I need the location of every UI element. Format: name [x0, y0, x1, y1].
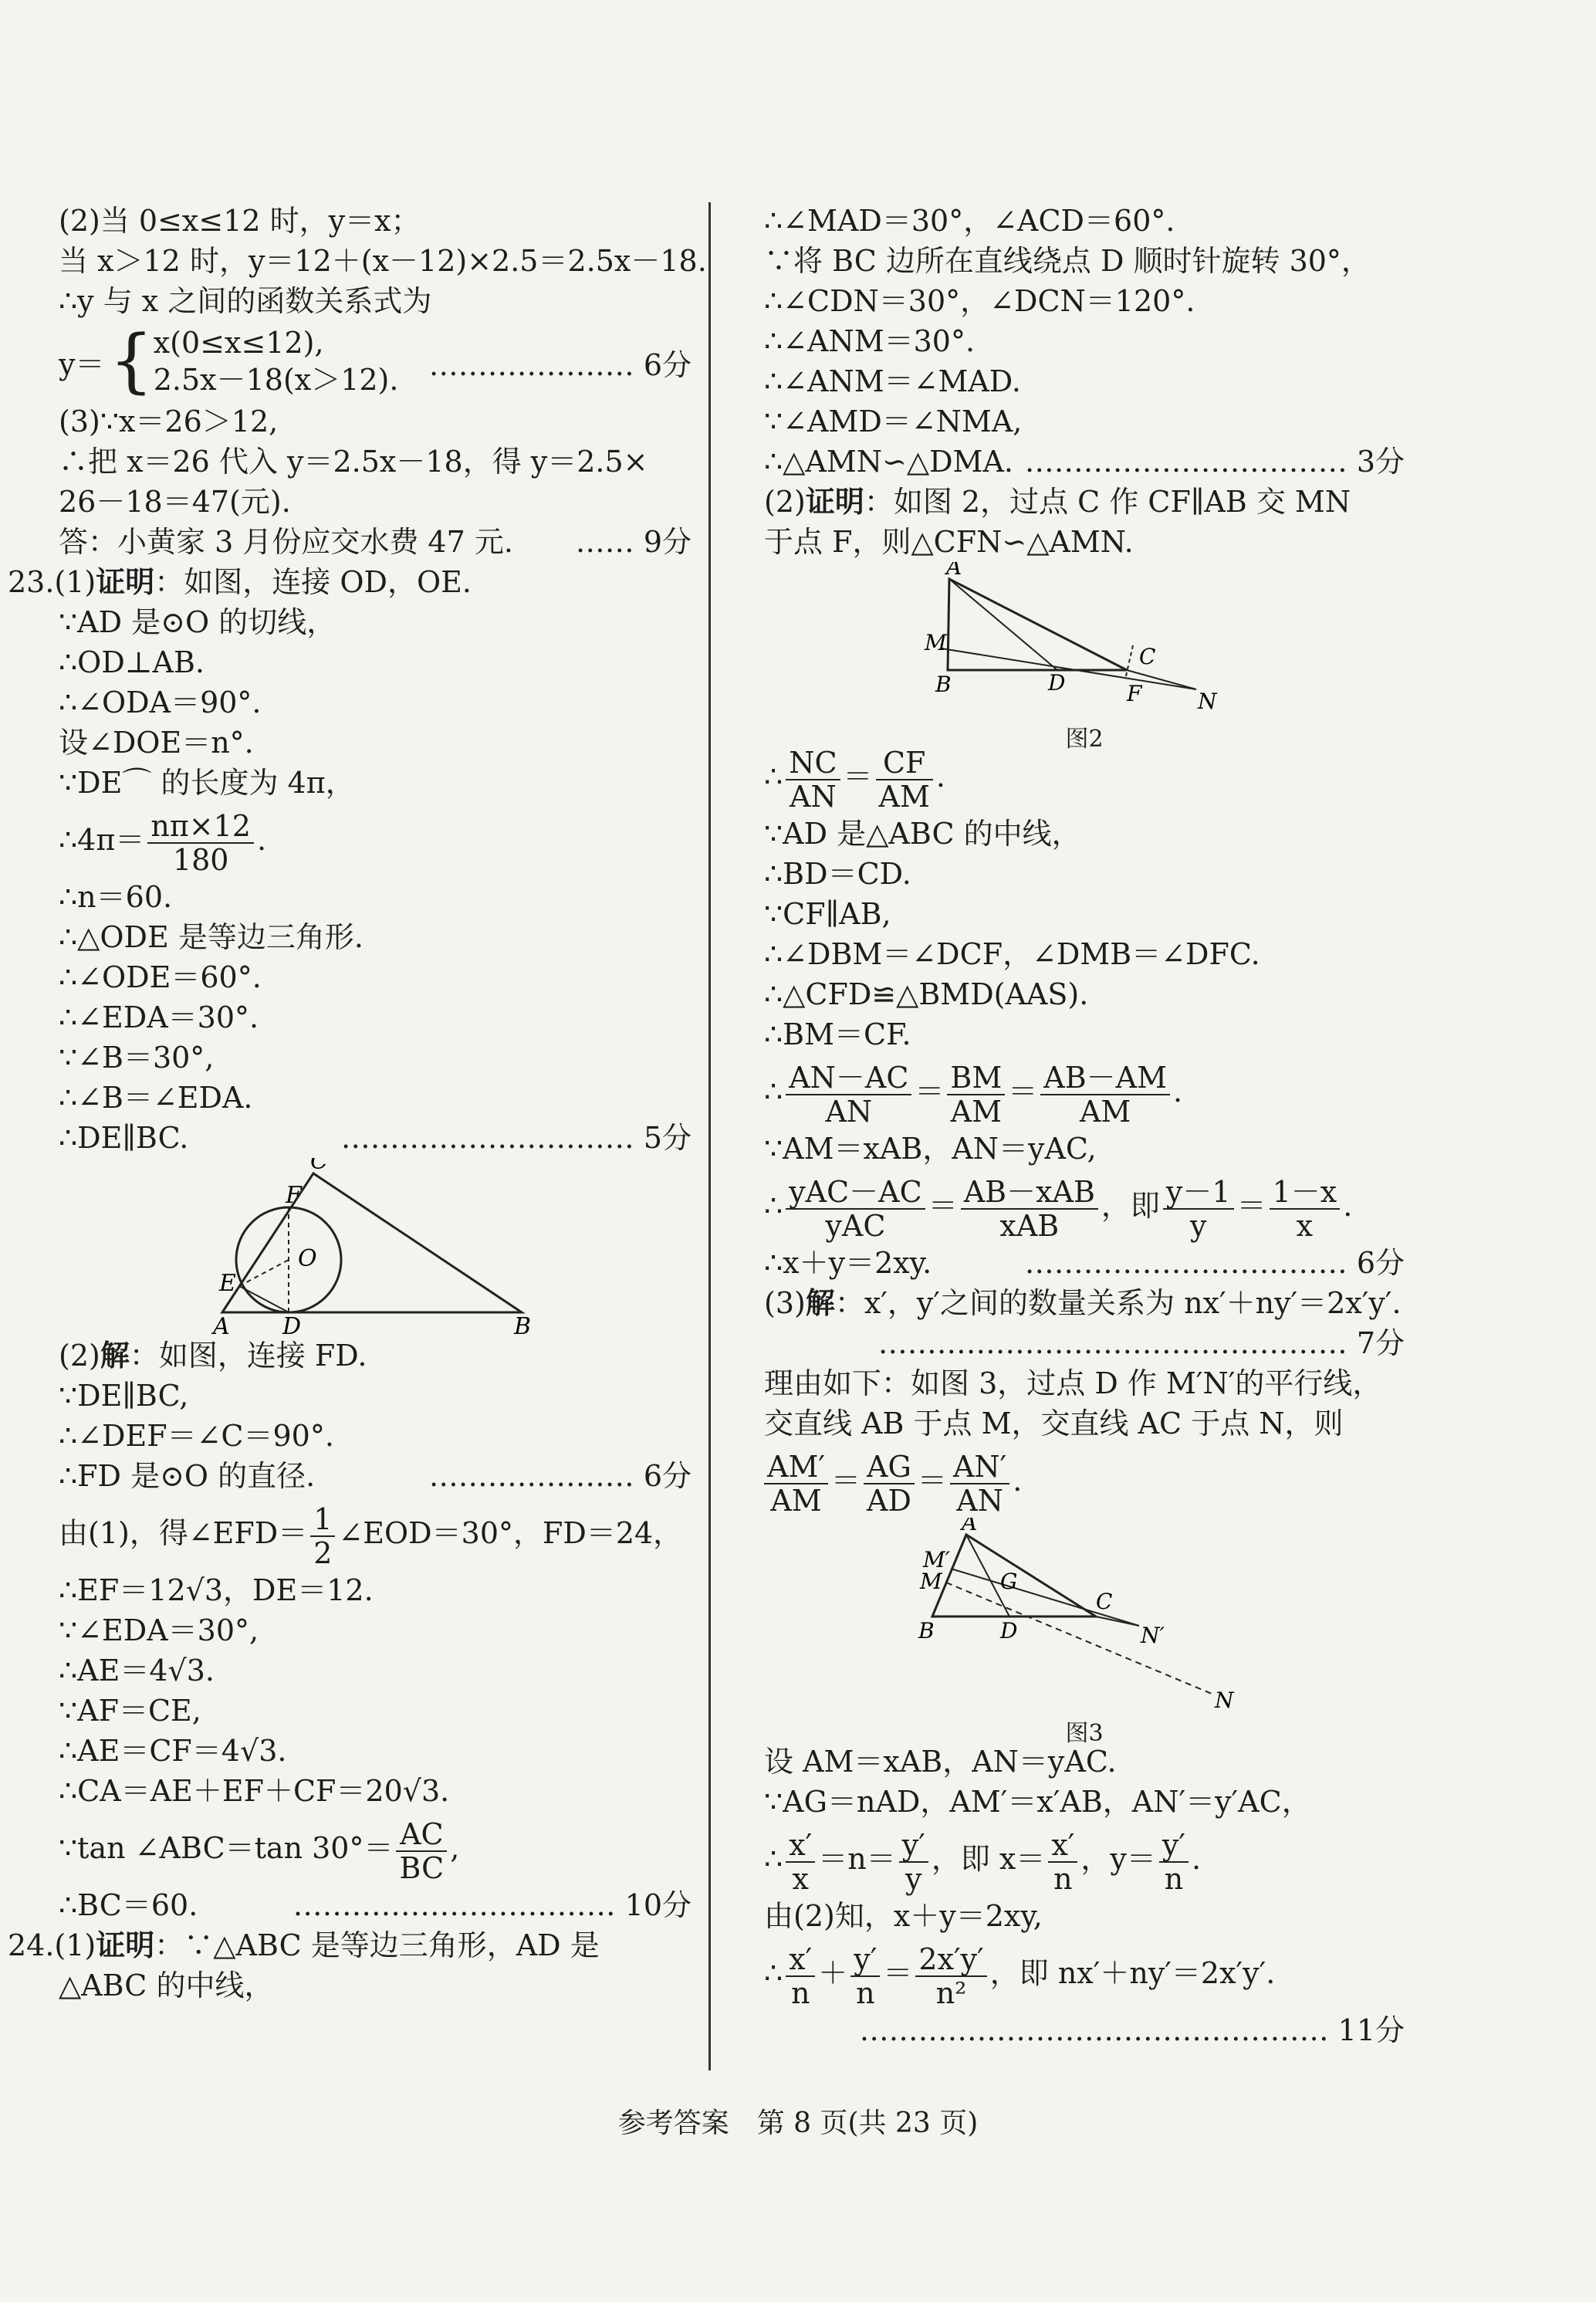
denominator: n² — [935, 1975, 967, 2010]
fraction-line — [764, 1444, 1405, 1518]
text: (3) — [764, 1286, 806, 1320]
label-m: M — [920, 1569, 942, 1594]
numerator: y′ — [1159, 1829, 1189, 1863]
numerator: x′ — [1048, 1829, 1077, 1863]
right-column — [764, 201, 1405, 2050]
label-n-prime: N′ — [1141, 1623, 1165, 1648]
label-d: D — [282, 1313, 302, 1335]
text-line — [59, 1456, 691, 1496]
denominator: n — [1164, 1861, 1184, 1896]
case-2: 2.5x－18(x＞12). — [153, 363, 399, 397]
text-line: ∵AM＝xAB，AN＝yAC, — [764, 1132, 1097, 1166]
label-c: C — [310, 1158, 328, 1175]
denominator: AM — [1079, 1094, 1131, 1129]
denominator: n — [1053, 1861, 1073, 1896]
fraction — [915, 1943, 986, 2009]
text-line: ∴AE＝CF＝4√3. — [59, 1734, 287, 1768]
numerator: x′ — [786, 1829, 815, 1863]
label-e: E — [219, 1270, 236, 1297]
fraction — [950, 1451, 1009, 1517]
numerator: 2x′y′ — [915, 1943, 986, 1977]
text-line: ∵CF∥AB, — [764, 897, 891, 931]
text-line: 设∠DOE＝n°. — [59, 726, 254, 760]
text: ：如图，连接 FD. — [129, 1339, 367, 1373]
line-mn — [946, 1583, 1212, 1694]
score: ………………………… 5分 — [340, 1121, 691, 1155]
denominator: n — [790, 1975, 810, 2010]
label-c: C — [1096, 1589, 1113, 1614]
denominator: 180 — [172, 842, 229, 877]
denominator: xAB — [999, 1208, 1060, 1243]
text-line — [764, 482, 1405, 522]
proof-label: 证明 — [805, 484, 864, 519]
equals: ＝ — [1236, 1189, 1266, 1223]
fraction — [899, 1829, 928, 1895]
equals: ＝ — [915, 1075, 945, 1109]
label-o: O — [298, 1245, 317, 1272]
text-line — [764, 1323, 1405, 1363]
denominator: AN — [790, 779, 837, 814]
numerator: BM — [947, 1061, 1005, 1095]
text: ＝n＝ — [818, 1842, 896, 1876]
text-line: ∴△CFD≌△BMD(AAS). — [764, 977, 1089, 1011]
text: ∴x＋y＝2xy. — [764, 1246, 932, 1280]
text-line: ∴∠ANM＝30°. — [764, 324, 976, 358]
text-line: ∴∠MAD＝30°，∠ACD＝60°. — [764, 204, 1175, 238]
label-m-prime: M′ — [923, 1547, 951, 1572]
segment-de — [239, 1286, 289, 1312]
text-line: ∴∠DEF＝∠C＝90°. — [59, 1419, 334, 1453]
label-b: B — [918, 1618, 935, 1644]
label-b: B — [514, 1313, 532, 1335]
numerator: AN－AC — [786, 1061, 911, 1095]
score: …………………………… 10分 — [292, 1888, 691, 1922]
fraction-line — [59, 803, 691, 877]
text: ：x′，y′之间的数量关系为 nx′＋ny′＝2x′y′. — [834, 1286, 1402, 1320]
left-column — [8, 201, 707, 2006]
text-line: ∴CA＝AE＋EF＋CF＝20√3. — [59, 1774, 450, 1808]
question-number: 24.(1) — [8, 1928, 96, 1962]
text: ，即 — [1101, 1189, 1160, 1223]
equals: ＝ — [917, 1464, 947, 1498]
text-line: ∵将 BC 边所在直线绕点 D 顺时针旋转 30°， — [764, 244, 1371, 278]
text-line: ∴BD＝CD. — [764, 857, 911, 891]
fraction — [786, 1943, 815, 2009]
text-line: ∴n＝60. — [59, 880, 173, 914]
text-line — [764, 1283, 1405, 1323]
text-line: ∵∠AMD＝∠NMA, — [764, 405, 1023, 438]
figure-2-caption: 图2 — [1065, 726, 1104, 753]
text-line: ∴∠EDA＝30°. — [59, 1000, 259, 1034]
label-f: F — [1127, 681, 1142, 706]
numerator: y′ — [850, 1943, 880, 1977]
text: ，y＝ — [1080, 1842, 1156, 1876]
text-line — [59, 1118, 691, 1158]
text: ：如图 2，过点 C 作 CF∥AB 交 MN — [864, 485, 1351, 519]
fraction — [1163, 1176, 1234, 1242]
equals: ＝ — [928, 1189, 958, 1223]
label-d: D — [1000, 1618, 1018, 1644]
label-n: N — [1198, 689, 1217, 714]
text-line: ∴△ODE 是等边三角形. — [59, 920, 363, 954]
figure-2-drawing — [764, 562, 1405, 716]
text-line — [59, 1335, 691, 1376]
fraction — [947, 1061, 1005, 1128]
numerator: CF — [876, 746, 933, 780]
text: ∴ — [764, 1956, 783, 1990]
proof-label: 证明 — [96, 564, 155, 599]
text-line: ∵DE∥BC, — [59, 1379, 189, 1413]
text-line: 由(2)知，x＋y＝2xy, — [764, 1899, 1043, 1933]
score: ………………… 6分 — [428, 1459, 691, 1493]
denominator: AN — [825, 1094, 873, 1129]
fraction — [1270, 1176, 1341, 1242]
numerator: 1 — [310, 1503, 335, 1537]
text-line — [764, 1243, 1405, 1283]
text: ，即 x＝ — [931, 1842, 1046, 1876]
fraction — [961, 1176, 1098, 1242]
text-line — [59, 1885, 691, 1925]
text: ∴ — [764, 1189, 783, 1223]
text: ，即 nx′＋ny′＝2x′y′. — [989, 1956, 1276, 1990]
answer-text: 答：小黄家 3 月份应交水费 47 元. — [59, 525, 513, 559]
fraction — [310, 1503, 335, 1569]
text: ∴DE∥BC. — [59, 1121, 189, 1155]
figure-2 — [764, 562, 1405, 753]
figure-3-drawing — [764, 1518, 1405, 1711]
fraction — [876, 746, 933, 813]
segment-cn1 — [1096, 1616, 1139, 1626]
fraction — [786, 746, 840, 813]
text-line: ∴把 x＝26 代入 y＝2.5x－18，得 y＝2.5× — [59, 445, 648, 479]
numerator: NC — [786, 746, 840, 780]
fraction — [764, 1451, 828, 1517]
text-line: ∵AG＝nAD，AM′＝x′AB，AN′＝y′AC， — [764, 1785, 1311, 1819]
fraction — [396, 1818, 447, 1884]
numerator: 1－x — [1270, 1176, 1341, 1210]
median-ad — [949, 579, 1057, 670]
label-a: A — [213, 1313, 230, 1335]
text-line: ∴EF＝12√3，DE＝12. — [59, 1573, 374, 1607]
denominator: AM — [950, 1094, 1003, 1129]
text-line: (3)∵x＝26＞12, — [59, 405, 279, 438]
text: . — [1013, 1464, 1023, 1498]
label-f: F — [286, 1182, 302, 1209]
text: ∴FD 是⊙O 的直径. — [59, 1459, 316, 1493]
numerator: AG — [864, 1451, 915, 1484]
figure-1 — [59, 1158, 691, 1335]
text: ∴ — [764, 1075, 783, 1109]
numerator: x′ — [786, 1943, 815, 1977]
denominator: y — [905, 1861, 922, 1896]
text-line: ∵AD 是△ABC 的中线， — [764, 817, 1081, 851]
denominator: n — [856, 1975, 875, 2010]
piecewise-function — [59, 321, 691, 401]
label-a: A — [962, 1518, 978, 1535]
text-line: ∴∠CDN＝30°，∠DCN＝120°. — [764, 284, 1195, 318]
text: ：如图，连接 OD，OE. — [154, 565, 472, 599]
segment-cf — [1125, 645, 1133, 679]
score: …………………………… 6分 — [1024, 1246, 1405, 1280]
label-n: N — [1215, 1688, 1234, 1711]
text-line: ∴∠ANM＝∠MAD. — [764, 364, 1022, 398]
label-d: D — [1048, 670, 1066, 696]
text-line: 当 x＞12 时，y＝12＋(x－12)×2.5＝2.5x－18. — [59, 244, 707, 278]
fraction-line — [764, 740, 1405, 814]
text-line: 26－18＝47(元). — [59, 485, 291, 519]
denominator: 2 — [313, 1535, 333, 1570]
column-divider — [708, 202, 711, 2070]
fraction — [147, 810, 254, 876]
text-line: ∴OD⊥AB. — [59, 645, 205, 679]
denominator: BC — [399, 1850, 445, 1885]
text-line: 设 AM＝xAB，AN＝yAC. — [764, 1745, 1117, 1779]
case-1: x(0≤x≤12), — [153, 326, 324, 360]
text-line: ∴∠ODE＝60°. — [59, 960, 262, 994]
numerator: AM′ — [764, 1451, 828, 1484]
fraction — [1040, 1061, 1170, 1128]
text: (2) — [764, 485, 806, 519]
text-line: 理由如下：如图 3，过点 D 作 M′N′的平行线， — [764, 1366, 1382, 1400]
text: ∴ — [764, 1842, 783, 1876]
piecewise-lhs: y＝ — [59, 347, 105, 381]
score: ………………… 6分 — [428, 348, 691, 382]
fraction — [864, 1451, 915, 1517]
text-line: ∴y 与 x 之间的函数关系式为 — [59, 284, 432, 318]
page-footer: 参考答案 第 8 页(共 23 页) — [617, 2107, 979, 2139]
figure-3-caption: 图3 — [1065, 1720, 1104, 1747]
figure-3 — [764, 1518, 1405, 1747]
text: . — [935, 760, 945, 794]
fraction — [786, 1061, 911, 1128]
numerator: y′ — [899, 1829, 928, 1863]
equals: ＝ — [883, 1956, 913, 1990]
denominator: x — [792, 1861, 809, 1896]
question-23-header — [8, 562, 691, 602]
numerator: AB－xAB — [961, 1176, 1098, 1210]
denominator: yAC — [825, 1208, 886, 1243]
segment-eo — [239, 1260, 289, 1286]
text: ∴ — [764, 760, 783, 794]
text: . — [1343, 1189, 1353, 1223]
fraction-line — [59, 1496, 691, 1570]
label-m: M — [925, 630, 947, 655]
numerator: AC — [396, 1818, 447, 1852]
text: . — [1192, 1842, 1202, 1876]
label-a: A — [946, 562, 962, 580]
label-b: B — [935, 672, 952, 697]
denominator: AM — [770, 1483, 822, 1518]
score: ………………………………………… 7分 — [877, 1326, 1405, 1360]
text-line: 交直线 AB 于点 M，交直线 AC 于点 N，则 — [764, 1407, 1344, 1440]
fraction — [786, 1829, 815, 1895]
text: ∴BC＝60. — [59, 1888, 198, 1922]
text: . — [1173, 1075, 1183, 1109]
equals: ＝ — [843, 760, 873, 794]
denominator: AN — [956, 1483, 1003, 1518]
denominator: AD — [867, 1483, 911, 1518]
numerator: AN′ — [950, 1451, 1009, 1484]
text: 由(1)，得∠EFD＝ — [59, 1516, 308, 1550]
score: …………………………… 3分 — [1024, 445, 1405, 479]
text-line: ∴∠B＝∠EDA. — [59, 1081, 253, 1115]
plus: ＋ — [818, 1956, 848, 1990]
text-line: (2)当 0≤x≤12 时，y＝x； — [59, 204, 421, 238]
proof-label: 证明 — [96, 1928, 155, 1962]
text-line: ∵DE⌒ 的长度为 4π， — [59, 766, 355, 800]
numerator: AB－AM — [1040, 1061, 1170, 1095]
text: ：∵△ABC 是等边三角形，AD 是 — [154, 1928, 600, 1962]
text-line: ∵AF＝CE, — [59, 1694, 201, 1728]
denominator: y — [1190, 1208, 1207, 1243]
fraction — [1048, 1829, 1077, 1895]
text: (2) — [59, 1339, 100, 1373]
text-line: 于点 F，则△CFN∽△AMN. — [764, 525, 1134, 559]
label-c: C — [1139, 644, 1156, 669]
score: …… 9分 — [575, 525, 691, 559]
text: , — [450, 1831, 460, 1865]
text-line: ∴BM＝CF. — [764, 1017, 911, 1051]
denominator: AM — [878, 779, 930, 814]
fraction — [786, 1176, 925, 1242]
text-line: ∵∠EDA＝30°, — [59, 1613, 259, 1647]
fraction-line — [764, 1936, 1405, 2010]
fraction — [850, 1943, 880, 2009]
text: ∠EOD＝30°，FD＝24， — [338, 1516, 683, 1550]
text-line: △ABC 的中线， — [59, 1969, 274, 2002]
fraction-line — [764, 1169, 1405, 1243]
numerator: y－1 — [1163, 1176, 1234, 1210]
text: ∴4π＝ — [59, 823, 145, 857]
figure-1-drawing — [59, 1158, 691, 1335]
fraction — [1159, 1829, 1189, 1895]
fraction-line — [59, 1811, 691, 1885]
label-g: G — [1000, 1569, 1018, 1594]
text-line — [764, 2010, 1405, 2050]
text-line: ∵AD 是⊙O 的切线， — [59, 605, 336, 639]
text: ∵tan ∠ABC＝tan 30°＝ — [59, 1831, 394, 1865]
numerator: nπ×12 — [147, 810, 254, 844]
equals: ＝ — [1008, 1075, 1038, 1109]
fraction-line — [764, 1822, 1405, 1896]
numerator: yAC－AC — [786, 1176, 925, 1210]
text: . — [257, 823, 267, 857]
text-line: ∴∠ODA＝90°. — [59, 686, 262, 719]
question-24-header — [8, 1925, 691, 1965]
solution-label: 解 — [805, 1285, 835, 1320]
brace-glyph: { — [109, 320, 154, 401]
denominator: x — [1296, 1208, 1314, 1243]
triangle-abc — [948, 579, 1127, 670]
equals: ＝ — [830, 1464, 861, 1498]
text-line: ∴AE＝4√3. — [59, 1654, 215, 1688]
text-line: ∴∠DBM＝∠DCF，∠DMB＝∠DFC. — [764, 937, 1260, 971]
score: ………………………………………… 11分 — [859, 2013, 1405, 2047]
question-number: 23.(1) — [8, 565, 96, 599]
fraction-line — [764, 1055, 1405, 1129]
triangle-abc — [222, 1173, 522, 1312]
text-line — [764, 442, 1405, 482]
piecewise-cases — [154, 324, 399, 398]
text: ∴△AMN∽△DMA. — [764, 445, 1013, 479]
solution-label: 解 — [100, 1338, 130, 1373]
text-line — [59, 522, 691, 562]
text-line: ∵∠B＝30°, — [59, 1041, 215, 1075]
